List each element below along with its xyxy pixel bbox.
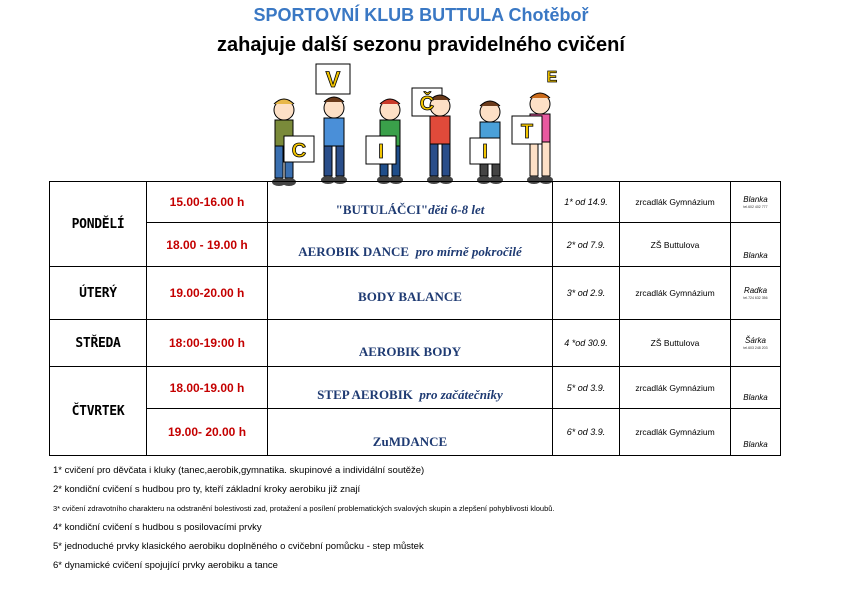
trainer-phone: tel.724 632 356: [743, 296, 768, 300]
trainer-name: Blanka: [743, 393, 768, 402]
table-row: [50, 409, 781, 456]
trainer-phone: tel.603 248 203: [743, 346, 768, 350]
program-name: STEP AEROBIK: [317, 387, 413, 402]
footnote-2: 2* kondiční cvičení s hudbou pro ty, kteří základní kroky aerobiku již znají: [53, 484, 361, 495]
program-cell: [268, 409, 553, 456]
trainer-cell: [731, 367, 781, 409]
season-subtitle: zahajuje další sezonu pravidelného cvičení: [217, 34, 625, 56]
schedule-table: [49, 181, 781, 456]
start-cell: 4 *od 30.9.: [553, 320, 620, 367]
place-cell: zrcadlák Gymnázium: [620, 367, 731, 409]
start-cell: 2* od 7.9.: [553, 223, 620, 267]
day-monday: PONDĚLÍ: [50, 182, 147, 267]
time-cell: 18.00 - 19.00 h: [147, 223, 268, 267]
program-name: ZuMDANCE: [372, 434, 448, 449]
time-cell: 15.00-16.00 h: [147, 182, 268, 223]
sign-letter: E: [546, 69, 558, 86]
time-cell: 19.00- 20.00 h: [147, 409, 268, 456]
start-cell: 1* od 14.9.: [553, 182, 620, 223]
program-cell: [268, 267, 553, 320]
trainer-name: Blanka: [743, 251, 768, 260]
program-cell: [268, 367, 553, 409]
footnotes: [53, 461, 555, 575]
trainer-name: Blanka: [743, 195, 768, 204]
program-name: BODY BALANCE: [358, 289, 462, 304]
start-cell: 6* od 3.9.: [553, 409, 620, 456]
time-cell: 19.00-20.00 h: [147, 267, 268, 320]
trainer-cell: [731, 320, 781, 367]
table-row: [50, 367, 781, 409]
trainer-name: Blanka: [743, 440, 768, 449]
place-cell: zrcadlák Gymnázium: [620, 182, 731, 223]
footnote-4: 4* kondiční cvičení s hudbou s posilovacími prvky: [53, 522, 262, 533]
footnote-5: 5* jednoduché prvky klasického aerobiku doplněného o cvičební pomůcku - step můstek: [53, 541, 424, 552]
program-name: AEROBIK BODY: [358, 344, 462, 359]
start-cell: 5* od 3.9.: [553, 367, 620, 409]
program-name: AEROBIK DANCE: [298, 244, 410, 259]
trainer-cell: [731, 223, 781, 267]
program-subtitle: děti 6-8 let: [428, 202, 485, 217]
time-cell: 18:00-19:00 h: [147, 320, 268, 367]
place-cell: zrcadlák Gymnázium: [620, 409, 731, 456]
sign-letter: V: [325, 67, 341, 92]
sign-letter: C: [291, 140, 307, 162]
table-row: [50, 223, 781, 267]
start-cell: 3* od 2.9.: [553, 267, 620, 320]
place-cell: ZŠ Buttulova: [620, 223, 731, 267]
table-row: [50, 267, 781, 320]
trainer-cell: [731, 182, 781, 223]
program-subtitle: pro začátečníky: [419, 387, 503, 402]
sign-letter: T: [520, 121, 534, 143]
trainer-cell: [731, 267, 781, 320]
day-wednesday: STŘEDA: [50, 320, 147, 367]
program-cell: [268, 182, 553, 223]
trainer-name: Šárka: [745, 336, 766, 345]
footnote-3: 3* cvičení zdravotního charakteru na odstranění bolestivosti zad, protažení a posílení problematických svalových skupin a zlepšení pohyblivosti kloubů.: [53, 504, 555, 513]
trainer-cell: [731, 409, 781, 456]
sign-letter: I: [378, 141, 384, 163]
program-cell: [268, 320, 553, 367]
program-subtitle: pro mírně pokročilé: [415, 244, 522, 259]
trainer-name: Radka: [743, 286, 768, 295]
table-row: [50, 182, 781, 223]
day-tuesday: ÚTERÝ: [50, 267, 147, 320]
program-cell: [268, 223, 553, 267]
time-cell: 18.00-19.00 h: [147, 367, 268, 409]
trainer-phone: tel.602 402 777: [743, 205, 768, 209]
sign-letter: I: [482, 141, 488, 163]
day-thursday: ČTVRTEK: [50, 367, 147, 456]
table-row: [50, 320, 781, 367]
place-cell: ZŠ Buttulova: [620, 320, 731, 367]
footnote-6: 6* dynamické cvičení spojující prvky aerobiku a tance: [53, 560, 278, 571]
child-figure: [366, 99, 403, 184]
sign-letter: Č: [419, 93, 435, 115]
children-cvicte-illustration: [262, 58, 570, 190]
club-title: SPORTOVNÍ KLUB BUTTULA Chotěboř: [253, 5, 589, 25]
program-name: "BUTULÁČCI": [335, 202, 429, 217]
footnote-1: 1* cvičení pro děvčata i kluky (tanec,aerobik,gymnatika. skupinové a individální soutěže): [53, 465, 425, 476]
place-cell: zrcadlák Gymnázium: [620, 267, 731, 320]
